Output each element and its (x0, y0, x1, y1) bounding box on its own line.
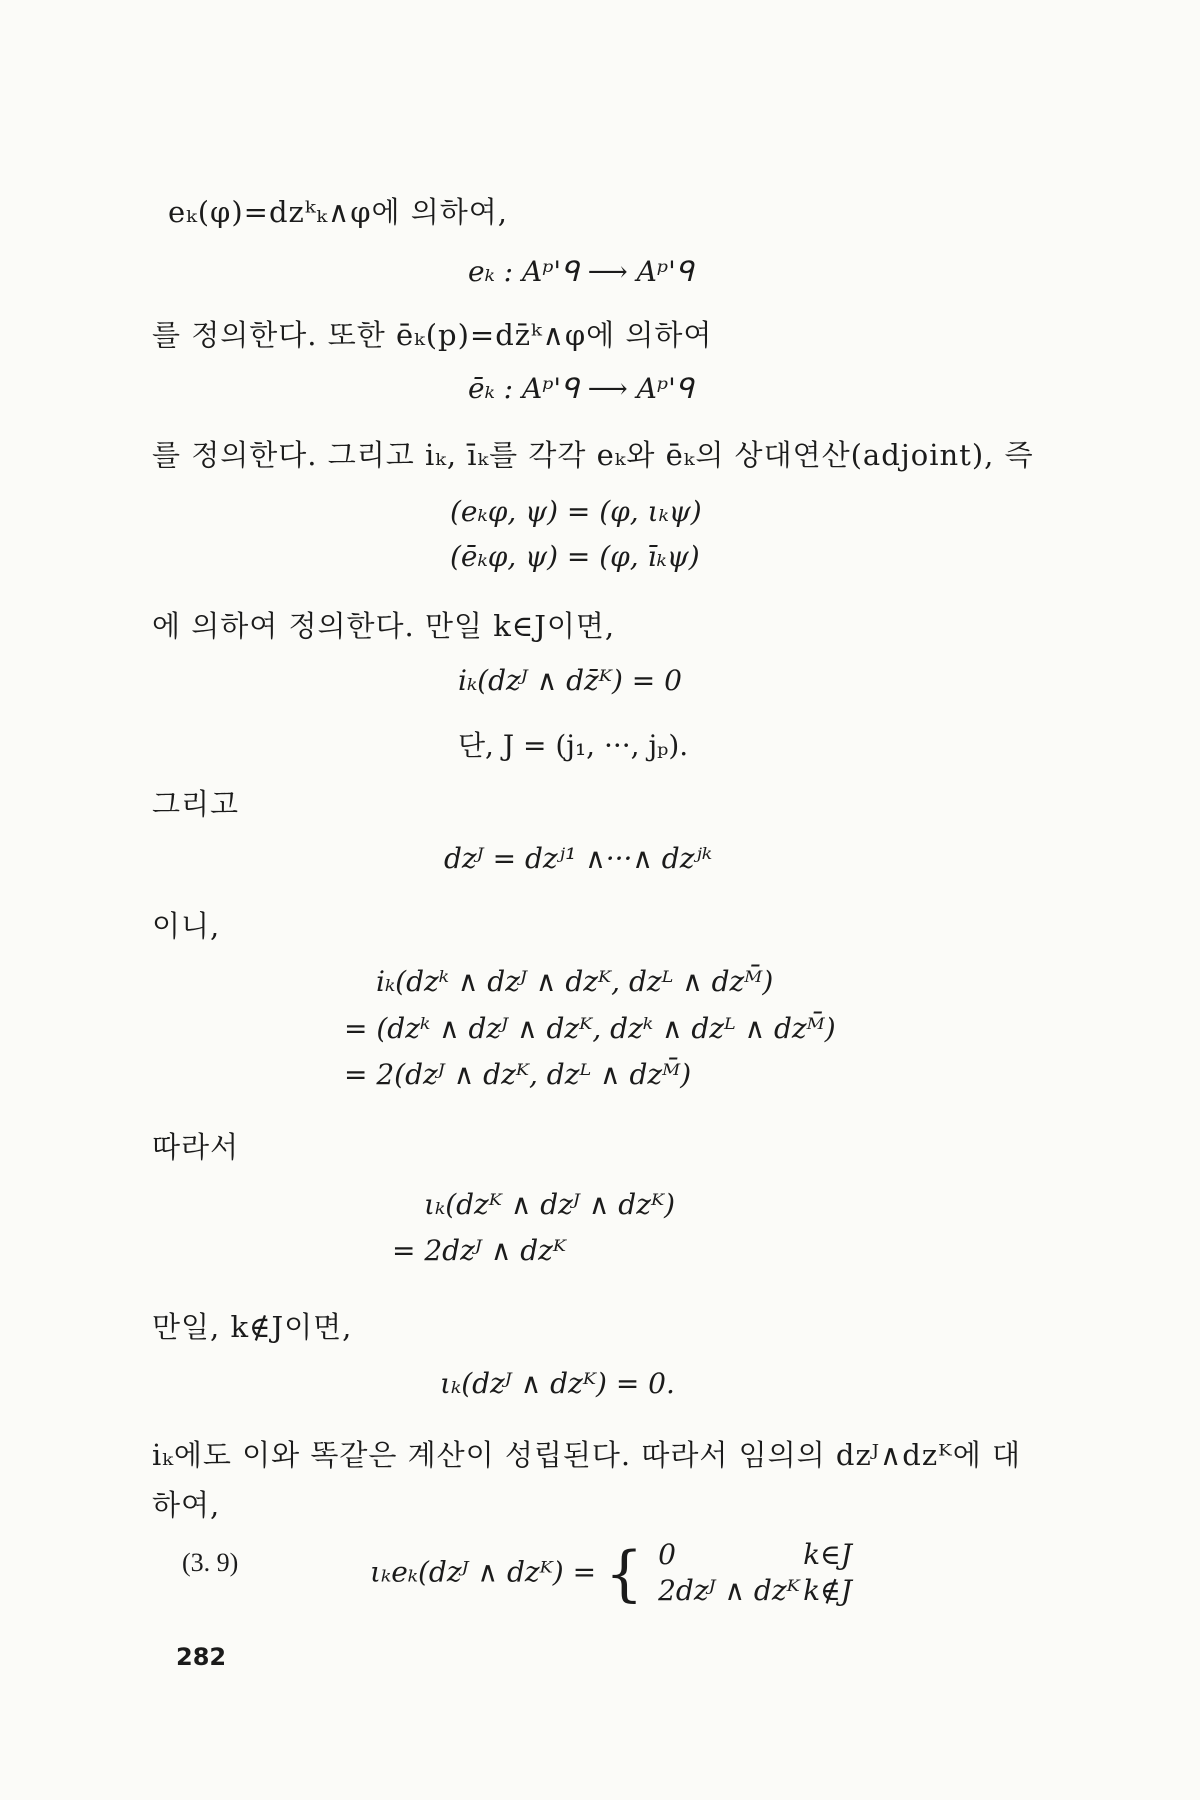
equation-3-9-lhs: ιₖeₖ(dzᴶ ∧ dzᴷ) = (370, 1555, 597, 1589)
equation-dzJ: dzᴶ = dzʲ¹ ∧···∧ dzʲᵏ (444, 842, 713, 875)
case-1-condition: k∈J (803, 1538, 852, 1571)
equation-iota-zero: ιₖ(dzᴶ ∧ dzᴷ) = 0. (440, 1367, 675, 1400)
equation-3-9 (370, 1538, 852, 1610)
text-line-6: 이니, (152, 909, 221, 943)
equation-e-map: eₖ : Aᵖ'ᑫ ⟶ Aᵖ'ᑫ (468, 255, 694, 288)
text-line-4: 에 의하여 정의한다. 만일 k∈J이면, (152, 609, 616, 643)
equation-J-def: 단, J = (j₁, ···, jₚ). (458, 729, 689, 762)
equation-iota-1: ιₖ(dzᴷ ∧ dzᴶ ∧ dzᴷ) (424, 1188, 676, 1221)
equation-calc-1: iₖ(dzᵏ ∧ dzᴶ ∧ dzᴷ, dzᴸ ∧ dzᴹ̄) (376, 965, 774, 998)
text-line-2: 를 정의한다. 또한 ēₖ(p)=dz̄ᵏ∧φ에 의하여 (152, 318, 713, 352)
equation-adjoint-1: (eₖφ, ψ) = (φ, ιₖψ) (450, 495, 702, 528)
equation-calc-3: = 2(dzᴶ ∧ dzᴷ, dzᴸ ∧ dzᴹ̄) (344, 1058, 692, 1091)
case-2-condition: k∉J (803, 1574, 852, 1607)
equation-label: (3. 9) (182, 1548, 239, 1577)
equation-adjoint-2: (ēₖφ, ψ) = (φ, īₖψ) (450, 540, 700, 573)
text-line-7: 따라서 (152, 1130, 240, 1164)
case-1-value: 0 (658, 1538, 676, 1571)
text-line-5: 그리고 (152, 787, 240, 821)
case-2-value: 2dzᴶ ∧ dzᴷ (658, 1574, 800, 1607)
equation-ebar-map: ēₖ : Aᵖ'ᑫ ⟶ Aᵖ'ᑫ (468, 372, 694, 405)
text-line-10: 하여, (152, 1488, 221, 1522)
page-number: 282 (176, 1643, 227, 1671)
text-line-8: 만일, k∉J이면, (152, 1310, 353, 1344)
cases-block (658, 1538, 852, 1610)
left-brace: { (604, 1539, 644, 1609)
text-line-3: 를 정의한다. 그리고 iₖ, īₖ를 각각 eₖ와 ēₖ의 상대연산(adjoint), 즉 (152, 438, 1034, 472)
text-line-9: iₖ에도 이와 똑같은 계산이 성립된다. 따라서 임의의 dzᴶ∧dzᴷ에 대 (152, 1438, 1021, 1472)
equation-iota-2: = 2dzᴶ ∧ dzᴷ (392, 1234, 567, 1267)
equation-calc-2: = (dzᵏ ∧ dzᴶ ∧ dzᴷ, dzᵏ ∧ dzᴸ ∧ dzᴹ̄) (344, 1012, 836, 1045)
text-line-1: eₖ(φ)=dzᵏₖ∧φ에 의하여, (168, 195, 508, 229)
equation-ik-zero: iₖ(dzᴶ ∧ dz̄ᴷ) = 0 (458, 664, 682, 697)
